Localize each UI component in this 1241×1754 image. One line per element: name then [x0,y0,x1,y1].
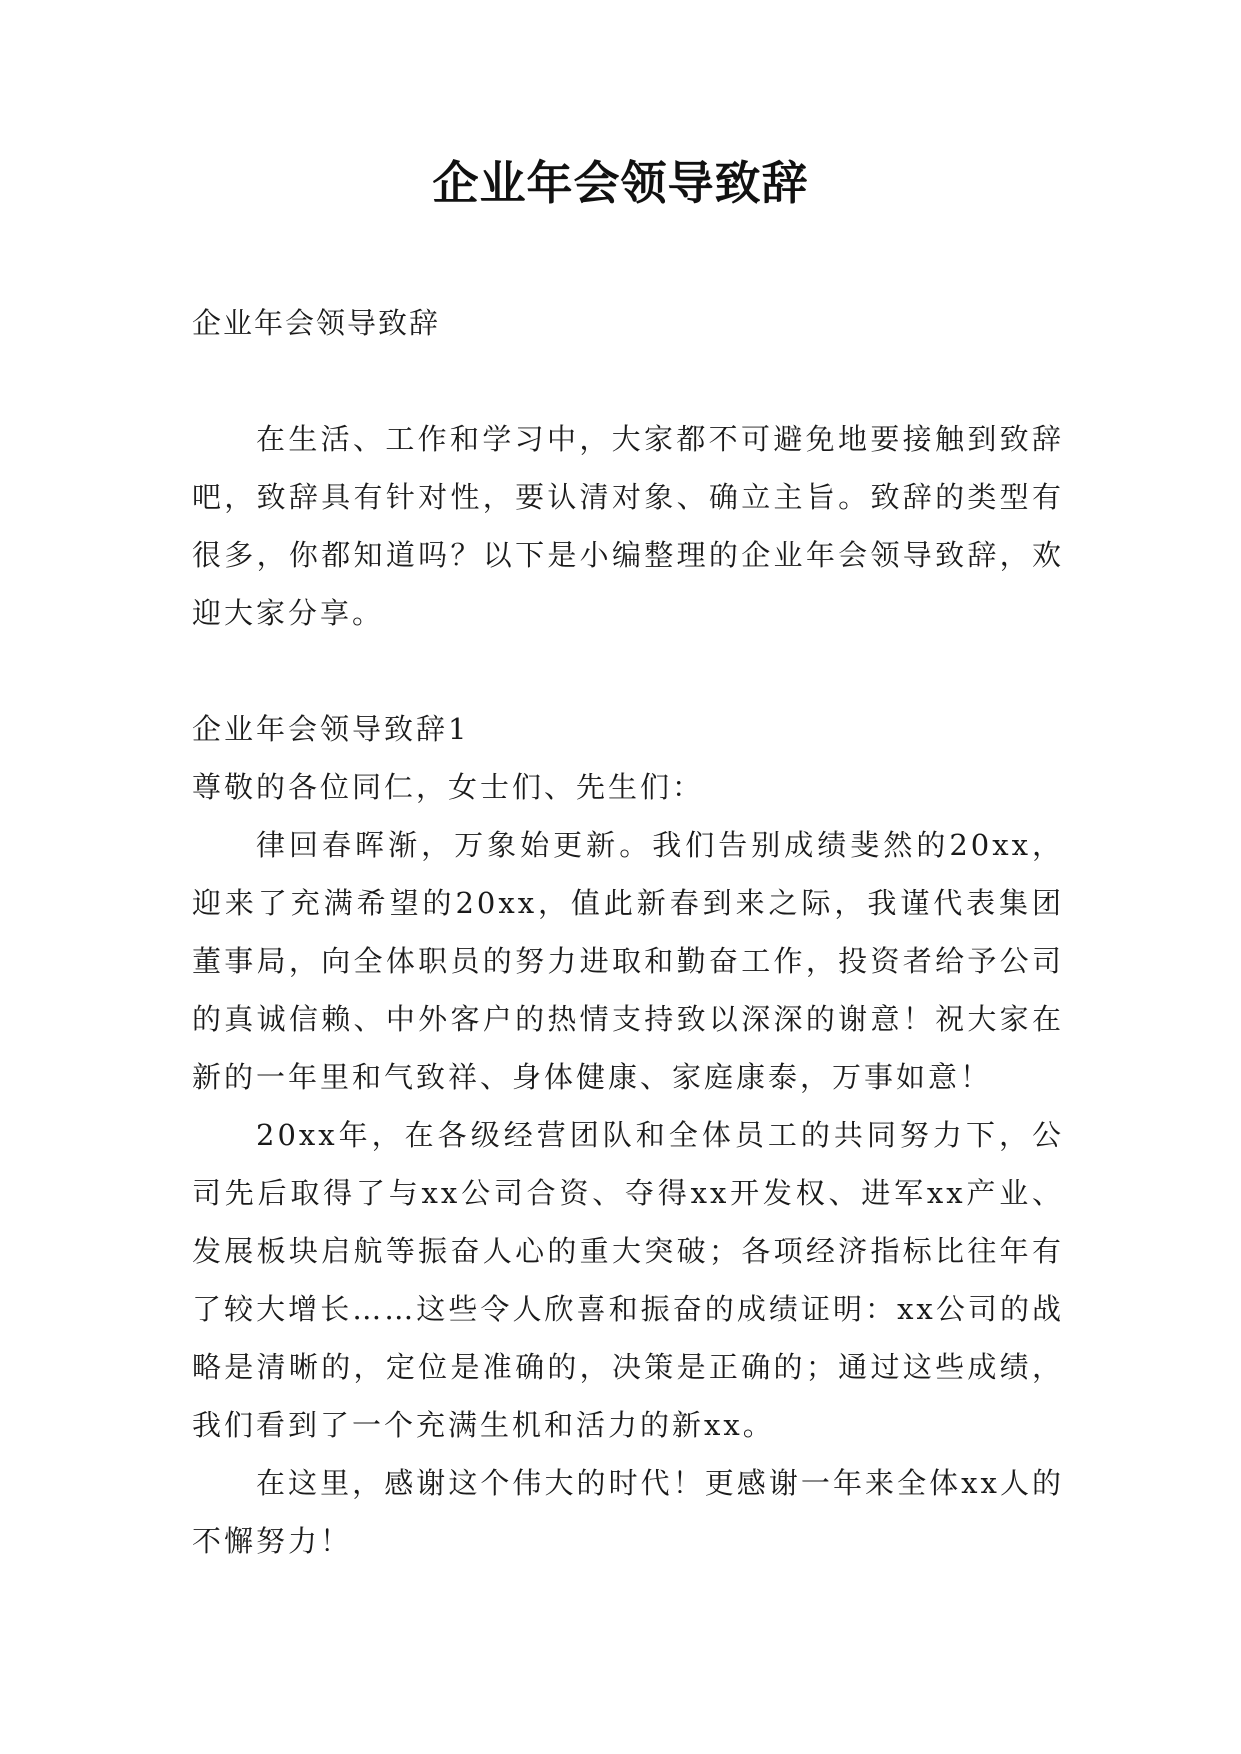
document-subtitle: 企业年会领导致辞 [192,306,441,340]
body-paragraph-2: 20xx年，在各级经营团队和全体员工的共同努力下，公司先后取得了与xx公司合资、夺得xx开发权、进军xx产业、发展板块启航等振奋人心的重大突破；各项经济指标比往年有了较大增长……这些令人欣喜和振奋的成绩证明：xx公司的战略是清晰的，定位是准确的，决策是正确的；通过这些成绩，我们看到了一个充满生机和活力的新xx。 [192,1118,1064,1442]
intro-paragraph: 在生活、工作和学习中，大家都不可避免地要接触到致辞吧，致辞具有针对性，要认清对象、确立主旨。致辞的类型有很多，你都知道吗？以下是小编整理的企业年会领导致辞，欢迎大家分享。 [192,422,1064,630]
document-title: 企业年会领导致辞 [432,156,809,210]
body-paragraph-1: 律回春晖渐，万象始更新。我们告别成绩斐然的20xx，迎来了充满希望的20xx，值此新春到来之际，我谨代表集团董事局，向全体职员的努力进取和勤奋工作，投资者给予公司的真诚信赖、中外客户的热情支持致以深深的谢意！祝大家在新的一年里和气致祥、身体健康、家庭康泰，万事如意！ [192,828,1064,1094]
section-heading: 企业年会领导致辞1 [192,712,470,746]
body-paragraph-3: 在这里，感谢这个伟大的时代！更感谢一年来全体xx人的不懈努力！ [192,1466,1064,1558]
document-body [192,294,1064,1570]
salutation: 尊敬的各位同仁，女士们、先生们： [192,770,705,804]
